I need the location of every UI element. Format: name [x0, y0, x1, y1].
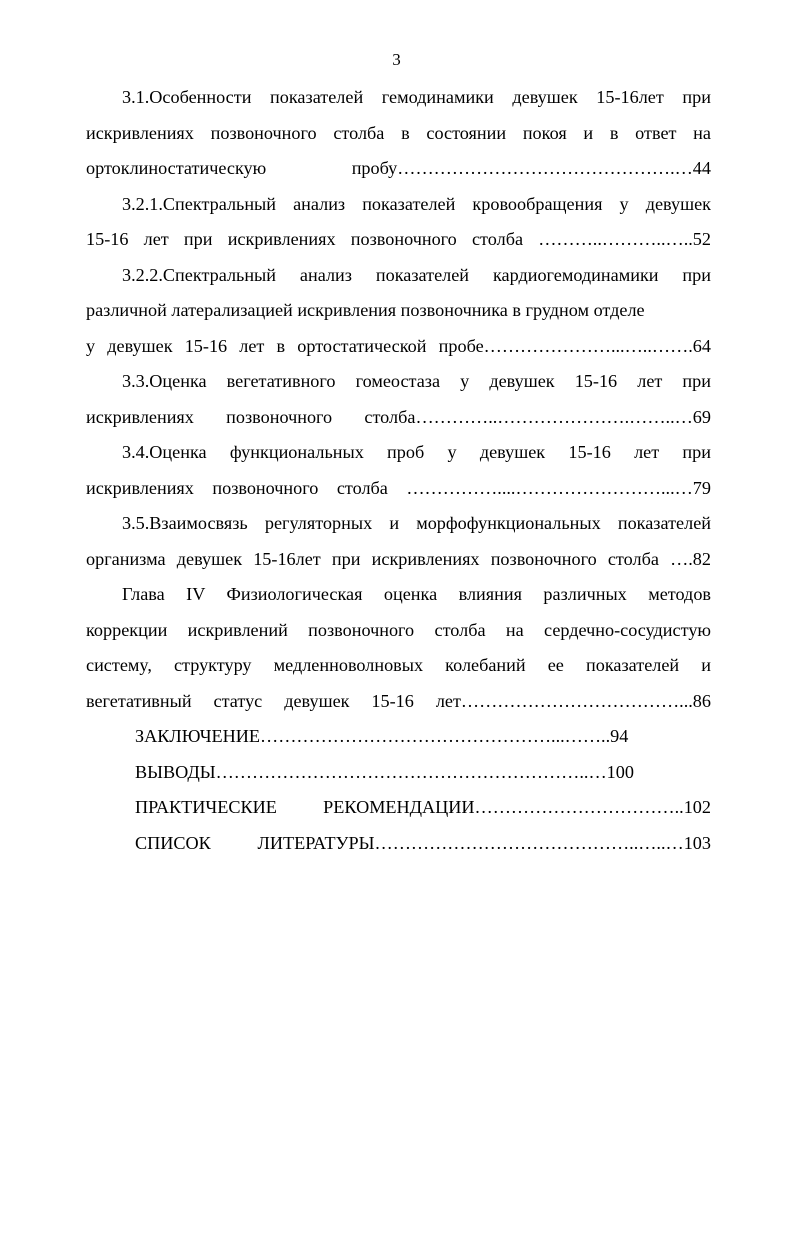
- toc-entry-3-2-1-line-2: 15-16 лет при искривлениях позвоночного столба ………..………..…..52: [86, 229, 711, 249]
- table-of-contents: [86, 80, 711, 861]
- toc-entry-3-2-1[interactable]: [86, 187, 711, 258]
- toc-entry-3-4-line-2: искривлениях позвоночного столба ……………....……………………...…79: [86, 477, 711, 498]
- toc-entry-chapter-4-line-2: коррекции искривлений позвоночного столба на сердечно-сосудистую: [86, 619, 711, 640]
- toc-entry-3-1-line-3: ортоклиностатическую пробу……………………………………….…44: [86, 158, 711, 178]
- toc-entry-3-2-2-line-3: у девушек 15-16 лет в ортостатической пробе…………………...…..…….64: [86, 335, 711, 356]
- toc-entry-chapter-4-line-4: вегетативный статус девушек 15-16 лет………………………………...86: [86, 690, 711, 711]
- toc-entry-references[interactable]: СПИСОК ЛИТЕРАТУРЫ……………………………………..…..…103: [135, 832, 711, 853]
- toc-entry-3-3-line-1: 3.3.Оценка вегетативного гомеостаза у девушек 15-16 лет при: [122, 371, 711, 391]
- toc-entry-3-2-1-line-1: 3.2.1.Спектральный анализ показателей кровообращения у девушек: [122, 193, 711, 214]
- toc-entry-3-4-line-1: 3.4.Оценка функциональных проб у девушек 15-16 лет при: [122, 442, 711, 462]
- toc-entry-recommendations[interactable]: ПРАКТИЧЕСКИЕ РЕКОМЕНДАЦИИ……………………………..102: [135, 797, 711, 817]
- toc-entry-3-1[interactable]: [86, 80, 711, 187]
- page-number: 3: [392, 50, 401, 69]
- toc-entry-3-1-line-1: 3.1.Особенности показателей гемодинамики девушек 15-16лет при: [122, 87, 711, 107]
- toc-entry-chapter-4[interactable]: [86, 577, 711, 719]
- toc-entry-3-3-line-2: искривлениях позвоночного столба…………..………………….……..…69: [86, 406, 711, 427]
- toc-entry-chapter-4-line-3: системy, структуру медленноволновых колебаний ее показателей и: [86, 655, 711, 675]
- toc-entry-3-2-2[interactable]: [86, 258, 711, 365]
- toc-entry-3-2-2-line-1: 3.2.2.Спектральный анализ показателей кардиогемодинамики при: [122, 264, 711, 285]
- toc-entry-3-2-2-line-2: различной латерализацией искривления позвоночника в грудном отделе: [86, 300, 645, 320]
- toc-entry-3-1-line-2: искривлениях позвоночного столба в состоянии покоя и в ответ на: [86, 122, 711, 143]
- toc-entry-3-5[interactable]: [86, 506, 711, 577]
- toc-entry-3-5-line-2: организма девушек 15-16лет при искривлениях позвоночного столба ….82: [86, 548, 711, 569]
- toc-entry-3-3[interactable]: [86, 364, 711, 435]
- toc-entry-conclusion[interactable]: ЗАКЛЮЧЕНИЕ…………………………………………...……..94: [135, 726, 629, 746]
- toc-entry-chapter-4-line-1: Глава IV Физиологическая оценка влияния различных методов: [122, 584, 711, 604]
- toc-entry-findings[interactable]: ВЫВОДЫ……………………………………………………..…100: [135, 761, 634, 782]
- toc-entry-3-5-line-1: 3.5.Взаимосвязь регуляторных и морфофункциональных показателей: [122, 513, 711, 533]
- toc-entry-3-4[interactable]: [86, 435, 711, 506]
